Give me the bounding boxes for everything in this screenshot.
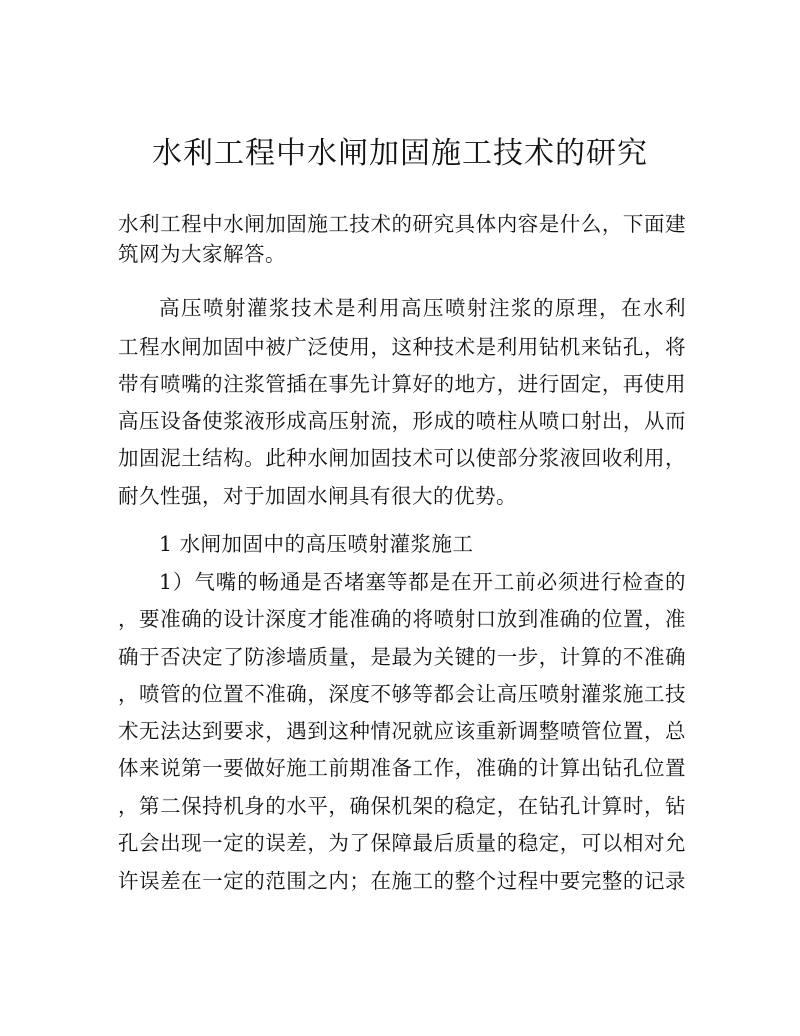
paragraph1-line-6: 耐久性强，对于加固水闸具有很大的优势。 bbox=[118, 484, 517, 508]
paragraph2-line-6: 体来说第一要做好施工前期准备工作，准确的计算出钻孔位置 bbox=[118, 756, 686, 780]
paragraph2-line-2: ，要准确的设计深度才能准确的将喷射口放到准确的位置，准 bbox=[118, 607, 686, 631]
paragraph1-line-1: 高压喷射灌浆技术是利用高压喷射注浆的原理，在水利 bbox=[159, 296, 686, 320]
paragraph2-line-5: 术无法达到要求，遇到这种情况就应该重新调整喷管位置，总 bbox=[118, 719, 686, 743]
paragraph2-line-4: ，喷管的位置不准确，深度不够等都会让高压喷射灌浆施工技 bbox=[118, 682, 686, 706]
paragraph2-line-8: 孔会出现一定的误差，为了保障最后质量的稳定，可以相对允 bbox=[118, 831, 686, 855]
document-title: 水利工程中水闸加固施工技术的研究 bbox=[152, 136, 648, 171]
paragraph1-line-3: 带有喷嘴的注浆管插在事先计算好的地方，进行固定，再使用 bbox=[118, 372, 686, 396]
intro-line-1: 水利工程中水闸加固施工技术的研究具体内容是什么，下面建 bbox=[118, 212, 686, 236]
intro-line-2: 筑网为大家解答。 bbox=[118, 242, 286, 266]
paragraph2-line-7: ，第二保持机身的水平，确保机架的稳定，在钻孔计算时，钻 bbox=[118, 794, 686, 818]
paragraph1-line-5: 加固泥土结构。此种水闸加固技术可以使部分浆液回收利用， bbox=[118, 446, 686, 470]
section-heading: 1 水闸加固中的高压喷射灌浆施工 bbox=[159, 532, 474, 556]
paragraph1-line-4: 高压设备使浆液形成高压射流，形成的喷柱从喷口射出，从而 bbox=[118, 409, 686, 433]
paragraph2-line-1: 1）气嘴的畅通是否堵塞等都是在开工前必须进行检查的 bbox=[159, 570, 686, 594]
paragraph1-line-2: 工程水闸加固中被广泛使用，这种技术是利用钻机来钻孔，将 bbox=[118, 335, 686, 359]
paragraph2-line-9: 许误差在一定的范围之内；在施工的整个过程中要完整的记录 bbox=[118, 869, 686, 893]
paragraph2-line-3: 确于否决定了防渗墙质量，是最为关键的一步，计算的不准确 bbox=[118, 645, 686, 669]
